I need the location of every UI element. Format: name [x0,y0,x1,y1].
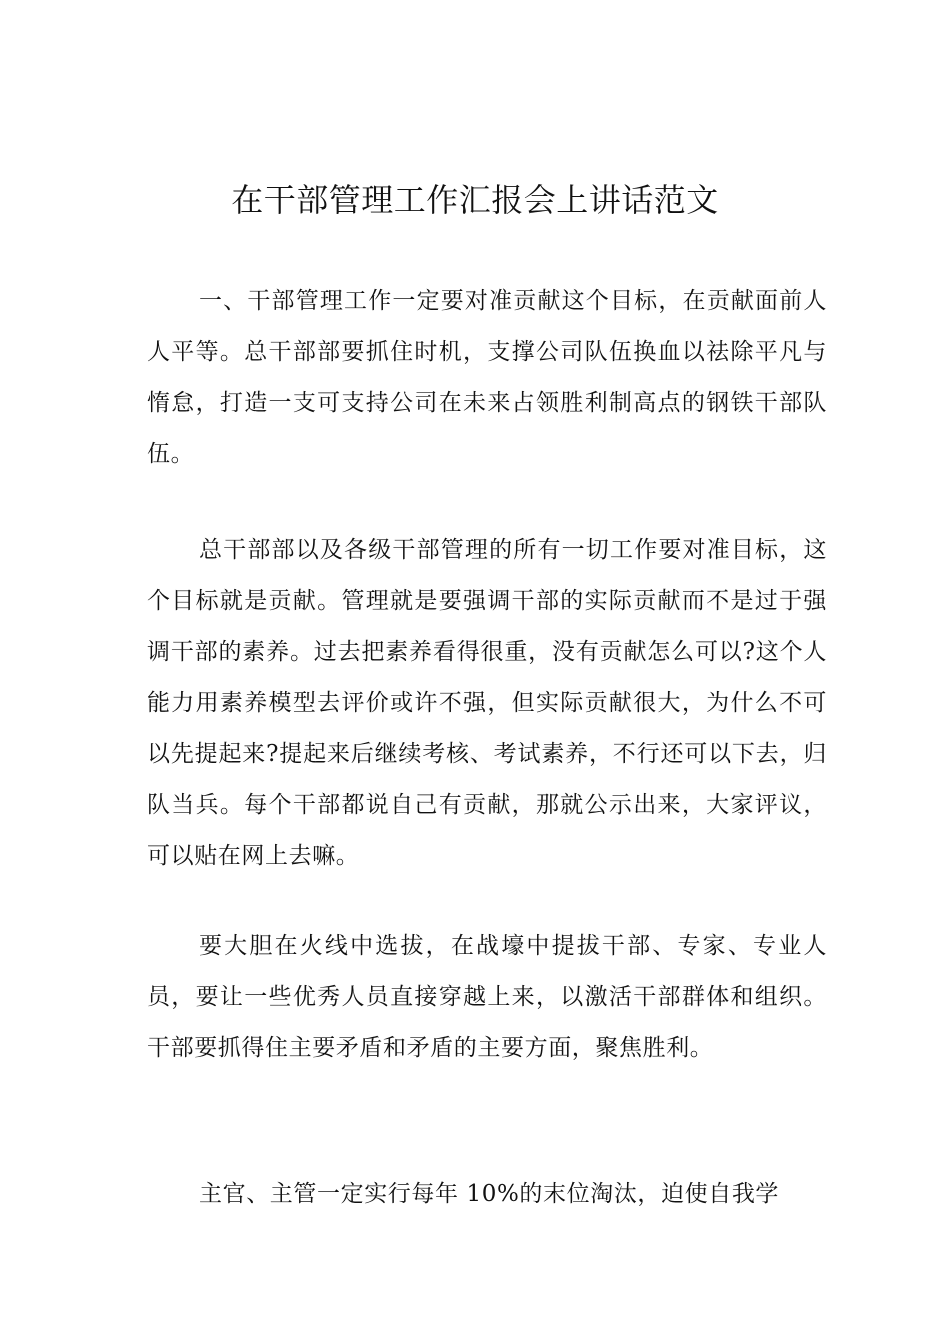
paragraph-1: 一、干部管理工作一定要对准贡献这个目标，在贡献面前人人平等。总干部部要抓住时机，支撑公司队伍换血以祛除平凡与惰怠，打造一支可支持公司在未来占领胜利制高点的钢铁干部队伍。 [147,288,827,467]
paragraph-2: 总干部部以及各级干部管理的所有一切工作要对准目标，这个目标就是贡献。管理就是要强调干部的实际贡献而不是过于强调干部的素养。过去把素养看得很重，没有贡献怎么可以?这个人能力用素养模型去评价或许不强，但实际贡献很大，为什么不可以先提起来?提起来后继续考核、考试素养，不行还可以下去，归队当兵。每个干部都说自己有贡献，那就公示出来，大家评议，可以贴在网上去嘛。 [147,537,827,869]
document-title: 在干部管理工作汇报会上讲话范文 [231,181,719,219]
paragraph-3: 要大胆在火线中选拔，在战壕中提拔干部、专家、专业人员，要让一些优秀人员直接穿越上来，以激活干部群体和组织。干部要抓得住主要矛盾和矛盾的主要方面，聚焦胜利。 [147,933,827,1061]
paragraph-4: 主官、主管一定实行每年 10%的末位淘汰，迫使自我学 [199,1181,780,1207]
